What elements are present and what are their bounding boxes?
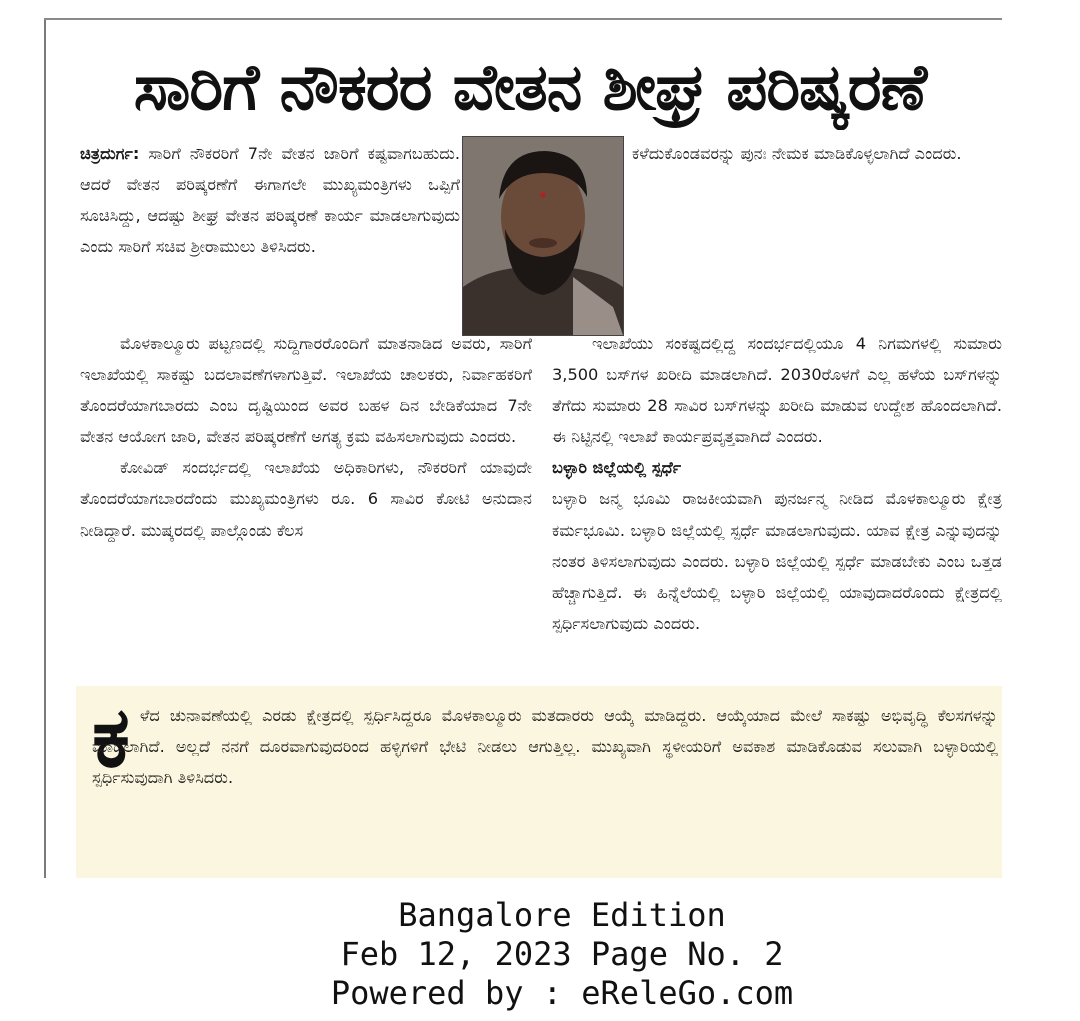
article-paragraph-5: ಇಲಾಖೆಯು ಸಂಕಷ್ಟದಲ್ಲಿದ್ದ ಸಂದರ್ಭದಲ್ಲಿಯೂ 4 ನಿಗಮಗಳಲ್ಲಿ ಸುಮಾರು 3,500 ಬಸ್‌ಗಳ ಖರೀದಿ ಮಾಡಲಾಗಿದೆ. 2030ರೊಳಗೆ ಎಲ್ಲ ಹಳೆಯ ಬಸ್‌ಗಳನ್ನು ತೆಗೆದು ಸುಮಾರು 28 ಸಾವಿರ ಬಸ್‌ಗಳನ್ನು ಖರೀದಿ ಮಾಡುವ ಉದ್ದೇಶ ಹೊಂದಲಾಗಿದೆ. ಈ ನಿಟ್ಟಿನಲ್ಲಿ ಇಲಾಖೆ ಕಾರ್ಯಪ್ರವೃತ್ತವಾಗಿದೆ ಎಂದರು. (552, 334, 1002, 447)
article-paragraph-2: ಮೊಳಕಾಲ್ಮೂರು ಪಟ್ಟಣದಲ್ಲಿ ಸುದ್ದಿಗಾರರೊಂದಿಗೆ ಮಾತನಾಡಿದ ಅವರು, ಸಾರಿಗೆ ಇಲಾಖೆಯಲ್ಲಿ ಸಾಕಷ್ಟು ಬದಲಾವಣೆಗಳಾಗುತ್ತಿವೆ. ಇಲಾಖೆಯ ಚಾಲಕರು, ನಿರ್ವಾಹಕರಿಗೆ ತೊಂದರೆಯಾಗಬಾರದು ಎಂಬ ದೃಷ್ಟಿಯಿಂದ ಅವರ ಬಹಳ ದಿನ ಬೇಡಿಕೆಯಾದ 7ನೇ ವೇತನ ಆಯೋಗ ಜಾರಿ, ವೇತನ ಪರಿಷ್ಕರಣೆಗೆ ಅಗತ್ಯ ಕ್ರಮ ವಹಿಸಲಾಗುವುದು ಎಂದರು. (80, 334, 532, 447)
footer-powered-by: Powered by : eReleGo.com (330, 974, 794, 1012)
dropcap: ಕ (92, 688, 130, 786)
dateline: ಚಿತ್ರದುರ್ಗ: (80, 144, 140, 163)
footer-edition: Bangalore Edition (398, 896, 726, 934)
footer (0, 896, 1080, 1013)
article-column-left-bottom (80, 328, 532, 546)
article-paragraph-1 (80, 138, 460, 262)
subheading: ಬಳ್ಳಾರಿ ಜಿಲ್ಲೆಯಲ್ಲಿ ಸ್ಪರ್ಧೆ (552, 458, 682, 478)
minister-photo (462, 136, 624, 336)
left-rule (44, 20, 46, 878)
article-column-right-bottom (552, 328, 1002, 639)
article-paragraph-4: ಕಳೆದುಕೊಂಡವರನ್ನು ಪುನಃ ನೇಮಕ ಮಾಡಿಕೊಳ್ಳಲಾಗಿದೆ ಎಂದರು. (632, 144, 962, 163)
portrait-image (463, 137, 623, 335)
article-paragraph-6: ಬಳ್ಳಾರಿ ಜನ್ಮ ಭೂಮಿ ರಾಜಕೀಯವಾಗಿ ಪುನರ್ಜನ್ಮ ನೀಡಿದ ಮೊಳಕಾಲ್ಮೂರು ಕ್ಷೇತ್ರ ಕರ್ಮಭೂಮಿ. ಬಳ್ಳಾರಿ ಜಿಲ್ಲೆಯಲ್ಲಿ ಸ್ಪರ್ಧೆ ಮಾಡಲಾಗುವುದು. ಯಾವ ಕ್ಷೇತ್ರ ಎನ್ನುವುದನ್ನು ನಂತರ ತಿಳಿಸಲಾಗುವುದು ಎಂದರು. ಬಳ್ಳಾರಿ ಜಿಲ್ಲೆಯಲ್ಲಿ ಸ್ಪರ್ಧೆ ಮಾಡಬೇಕು ಎಂಬ ಒತ್ತಡ ಹೆಚ್ಚಾಗುತ್ತಿದೆ. ಈ ಹಿನ್ನೆಲೆಯಲ್ಲಿ ಬಳ್ಳಾರಿ ಜಿಲ್ಲೆಯಲ್ಲಿ ಯಾವುದಾದರೊಂದು ಕ್ಷೇತ್ರದಲ್ಲಿ ಸ್ಪರ್ಧಿಸಲಾಗುವುದು ಎಂದರು. (552, 489, 1002, 633)
article-paragraph-3: ಕೋವಿಡ್ ಸಂದರ್ಭದಲ್ಲಿ ಇಲಾಖೆಯ ಅಧಿಕಾರಿಗಳು, ನೌಕರರಿಗೆ ಯಾವುದೇ ತೊಂದರೆಯಾಗಬಾರದೆಂದು ಮುಖ್ಯಮಂತ್ರಿಗಳು ರೂ. 6 ಸಾವಿರ ಕೋಟಿ ಅನುದಾನ ನೀಡಿದ್ದಾರೆ. ಮುಷ್ಕರದಲ್ಲಿ ಪಾಲ್ಗೊಂಡು ಕೆಲಸ (80, 458, 532, 540)
paragraph-1-text: ಸಾರಿಗೆ ನೌಕರರಿಗೆ 7ನೇ ವೇತನ ಜಾರಿಗೆ ಕಷ್ಟವಾಗಬಹುದು. ಆದರೆ ವೇತನ ಪರಿಷ್ಕರಣೆಗೆ ಈಗಾಗಲೇ ಮುಖ್ಯಮಂತ್ರಿಗಳು ಒಪ್ಪಿಗೆ ಸೂಚಿಸಿದ್ದು, ಆದಷ್ಟು ಶೀಘ್ರ ವೇತನ ಪರಿಷ್ಕರಣೆ ಕಾರ್ಯ ಮಾಡಲಾಗುವುದು ಎಂದು ಸಾರಿಗೆ ಸಚಿವ ಶ್ರೀರಾಮುಲು ತಿಳಿಸಿದರು. (80, 144, 460, 257)
top-rule (44, 18, 1002, 20)
panel-text: ಳೆದ ಚುನಾವಣೆಯಲ್ಲಿ ಎರಡು ಕ್ಷೇತ್ರದಲ್ಲಿ ಸ್ಪರ್ಧಿಸಿದ್ದರೂ ಮೊಳಕಾಲ್ಮೂರು ಮತದಾರರು ಆಯ್ಕೆ ಮಾಡಿದ್ದರು. ಆಯ್ಕೆಯಾದ ಮೇಲೆ ಸಾಕಷ್ಟು ಅಭಿವೃದ್ಧಿ ಕೆಲಸಗಳನ್ನು ಮಾಡಲಾಗಿದೆ. ಅಲ್ಲದೆ ನನಗೆ ದೂರವಾಗುವುದರಿಂದ ಹಳ್ಳಿಗಳಿಗೆ ಭೇಟಿ ನೀಡಲು ಆಗುತ್ತಿಲ್ಲ. ಮುಖ್ಯವಾಗಿ ಸ್ಥಳೀಯರಿಗೆ ಅವಕಾಶ ಮಾಡಿಕೊಡುವ ಸಲುವಾಗಿ ಬಳ್ಳಾರಿಯಲ್ಲಿ ಸ್ಪರ್ಧಿಸುವುದಾಗಿ ತಿಳಿಸಿದರು. (92, 706, 998, 788)
article-column-right-top (632, 138, 1002, 169)
article-column-left-top (80, 138, 460, 262)
panel-text-block (92, 700, 998, 793)
footer-date-page: Feb 12, 2023 Page No. 2 (340, 935, 784, 973)
headline: ಸಾರಿಗೆ ನೌಕರರ ವೇತನ ಶೀಘ್ರ ಪರಿಷ್ಕರಣೆ (133, 51, 927, 125)
